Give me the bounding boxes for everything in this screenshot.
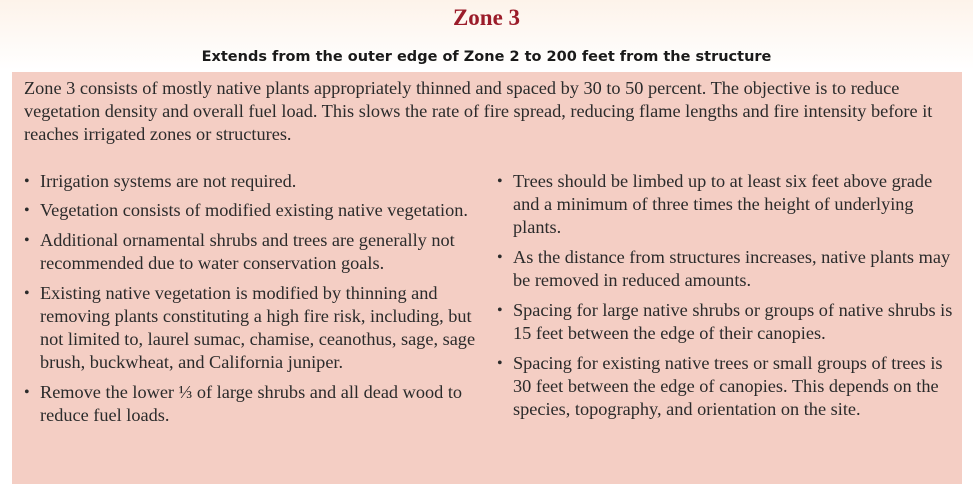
list-item: • Existing native vegetation is modified by thinning and removing plants constituting a high fire risk, including, but not limited to, laurel sumac, chamise, ceanothus, sage, sage brush, buckwheat, and California juniper. — [24, 282, 479, 374]
list-item: • As the distance from structures increases, native plants may be removed in reduced amounts. — [497, 246, 957, 292]
intro-paragraph: Zone 3 consists of mostly native plants appropriately thinned and spaced by 30 to 50 percent. The objective is to reduce vegetation density and overall fuel load. This slows the rate of fire spread, reducing flame lengths and fire intensity before it reaches irrigated zones or structures. — [24, 78, 933, 144]
list-item: • Irrigation systems are not required. — [24, 170, 479, 193]
list-item: • Remove the lower ⅓ of large shrubs and all dead wood to reduce fuel loads. — [24, 381, 479, 427]
list-item: • Trees should be limbed up to at least six feet above grade and a minimum of three times the height of underlying plants. — [497, 170, 957, 239]
page-subtitle: Extends from the outer edge of Zone 2 to 200 feet from the structure — [201, 49, 772, 65]
list-item: • Spacing for large native shrubs or groups of native shrubs is 15 feet between the edge of their canopies. — [497, 299, 957, 345]
page-title: Zone 3 — [452, 5, 521, 30]
list-item: • Vegetation consists of modified existing native vegetation. — [24, 199, 479, 222]
list-item: • Additional ornamental shrubs and trees are generally not recommended due to water conservation goals. — [24, 229, 479, 275]
left-bullet-list — [24, 170, 479, 434]
right-bullet-list — [497, 170, 957, 428]
list-item: • Spacing for existing native trees or small groups of trees is 30 feet between the edge of canopies. This depends on the species, topography, and orientation on the site. — [497, 352, 957, 421]
